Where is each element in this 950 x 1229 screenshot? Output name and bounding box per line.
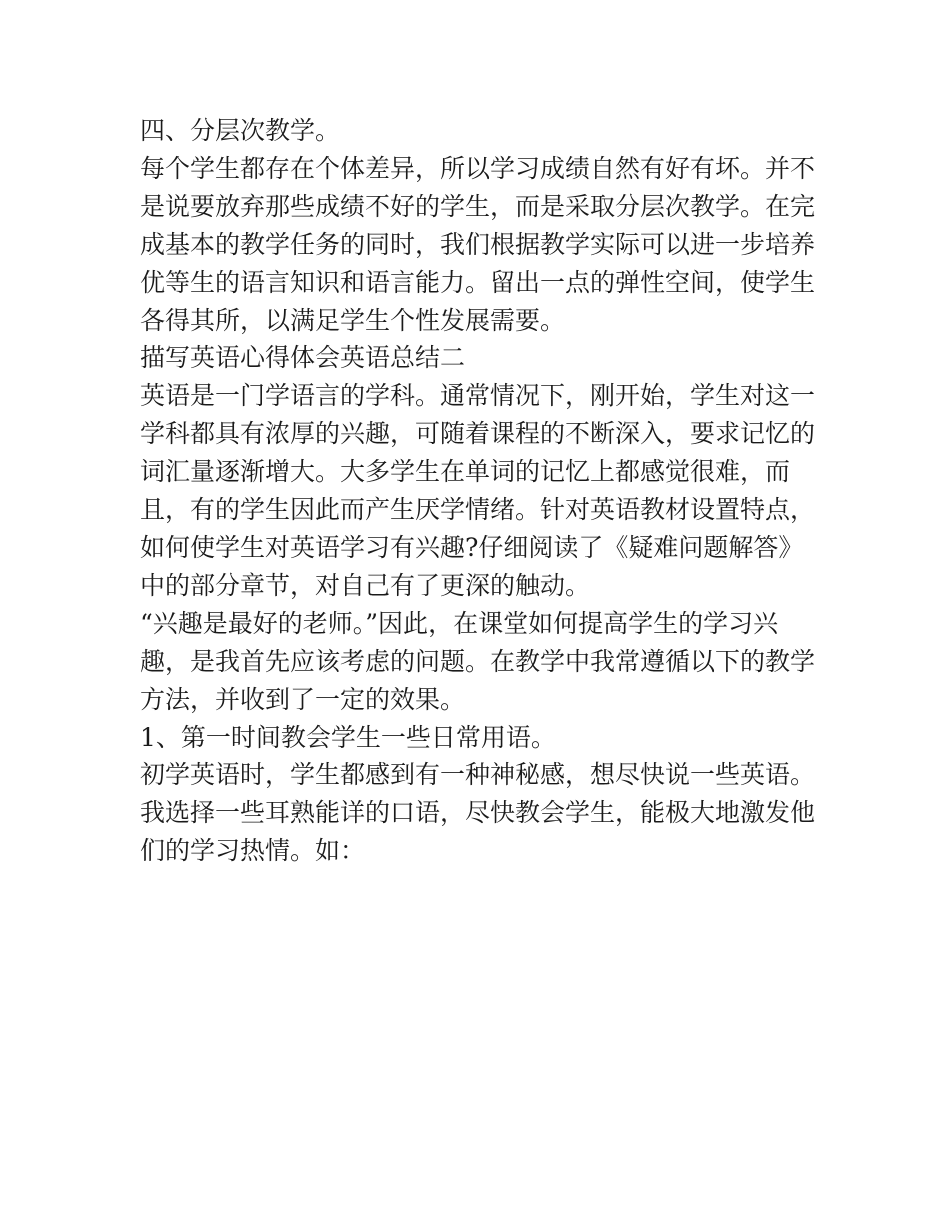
text-line: 英语是一门学语言的学科。通常情况下，刚开始，学生对这一 [140,381,816,411]
text-line: 四、分层次教学。 [140,116,341,145]
text-line: 成基本的教学任务的同时，我们根据教学实际可以进一步培养 [140,229,816,259]
paragraph-english-subject [140,377,820,604]
text-line: 初学英语时，学生都感到有一种神秘感，想尽快说一些英语。 [140,760,816,790]
text-line: 如何使学生对英语学习有兴趣?仔细阅读了《疑难问题解答》 [140,532,804,562]
text-line: 每个学生都存在个体差异，所以学习成绩自然有好有坏。并不 [140,153,816,183]
document-body [140,112,820,870]
text-line: 词汇量逐渐增大。大多学生在单词的记忆上都感觉很难，而 [140,457,791,487]
paragraph-layered-teaching [140,150,820,340]
heading-layered-teaching [140,112,820,150]
paragraph-first-learning [140,756,820,870]
paragraph-interest-teacher [140,605,820,719]
text-line: 优等生的语言知识和语言能力。留出一点的弹性空间，使学生 [140,267,816,297]
text-line: “兴趣是最好的老师。”因此，在课堂如何提高学生的学习兴 [140,608,779,638]
text-line: 各得其所，以满足学生个性发展需要。 [140,305,566,335]
text-line: 方法，并收到了一定的效果。 [140,684,466,714]
text-line: 是说要放弃那些成绩不好的学生，而是采取分层次教学。在完 [140,191,816,221]
text-line: 描写英语心得体会英语总结二 [140,343,466,373]
heading-summary-two [140,339,820,377]
text-line: 学科都具有浓厚的兴趣，可随着课程的不断深入，要求记忆的 [140,419,816,449]
text-line: 且，有的学生因此而产生厌学情绪。针对英语教材设置特点， [140,495,816,525]
text-line: 1、第一时间教会学生一些日常用语。 [140,722,556,752]
text-line: 趣，是我首先应该考虑的问题。在教学中我常遵循以下的教学 [140,646,816,676]
text-line: 们的学习热情。如： [140,836,366,866]
heading-first-time [140,719,820,757]
text-line: 中的部分章节，对自己有了更深的触动。 [140,570,591,600]
text-line: 我选择一些耳熟能详的口语，尽快教会学生，能极大地激发他 [140,798,816,828]
